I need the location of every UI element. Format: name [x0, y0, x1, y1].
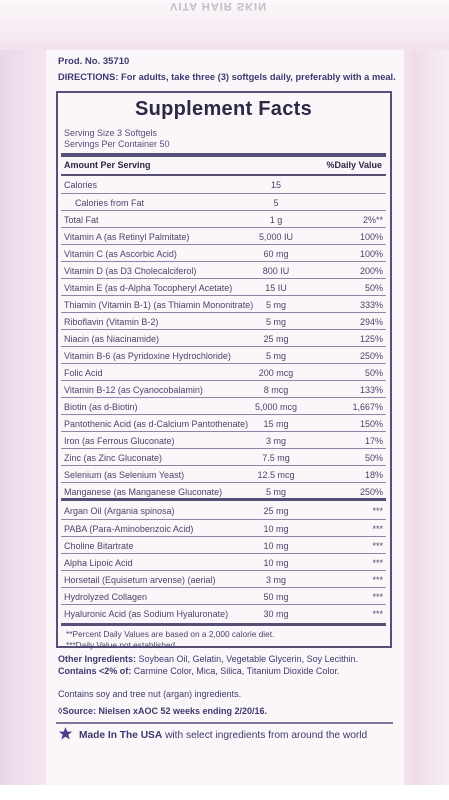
footnote-percent-dv: **Percent Daily Values are based on a 2,000 calorie diet. — [66, 629, 275, 639]
directions-label: DIRECTIONS: — [58, 72, 119, 82]
nutrient-row — [61, 193, 386, 211]
section-rule — [61, 498, 386, 501]
nutrient-daily-value: 250% — [359, 351, 383, 361]
nutrient-daily-value: 17% — [364, 436, 383, 446]
nutrient-name: Vitamin B-12 (as Cyanocobalamin) — [64, 385, 203, 395]
nutrient-daily-value: 1,667% — [352, 402, 383, 412]
nutrient-name: Vitamin B-6 (as Pyridoxine Hydrochloride) — [64, 351, 231, 361]
nutrient-daily-value: *** — [372, 524, 383, 534]
mirrored-brand-text: VITA HAIR SKIN — [170, 0, 268, 12]
nutrient-name: Vitamin D (as D3 Cholecalciferol) — [64, 266, 197, 276]
nutrient-amount: 50 mg — [263, 592, 289, 602]
nutrient-daily-value: *** — [372, 575, 383, 585]
nutrient-amount: 25 mg — [263, 334, 289, 344]
nutrient-amount: 800 IU — [262, 266, 290, 276]
nutrient-row — [61, 587, 386, 605]
nutrient-daily-value: *** — [372, 592, 383, 602]
thick-rule — [61, 153, 386, 157]
nutrient-daily-value: 200% — [359, 266, 383, 276]
divider — [56, 722, 393, 724]
nutrient-row — [61, 431, 386, 449]
nutrient-row — [61, 227, 386, 245]
nutrient-row — [61, 414, 386, 432]
nutrient-amount: 15 — [270, 180, 281, 190]
nutrient-row — [61, 244, 386, 262]
nutrient-amount: 60 mg — [263, 249, 289, 259]
nutrient-daily-value: 100% — [359, 232, 383, 242]
nutrient-row — [61, 295, 386, 313]
footnote-not-established: ***Daily Value not established. — [66, 640, 178, 650]
nutrient-amount: 5 mg — [265, 487, 286, 497]
nutrient-daily-value: 250% — [359, 487, 383, 497]
nutrient-name: Argan Oil (Argania spinosa) — [64, 506, 175, 516]
nutrient-name: PABA (Para-Aminobenzoic Acid) — [64, 524, 194, 534]
directions — [58, 72, 398, 82]
nutrient-row — [61, 329, 386, 347]
nutrient-name: Total Fat — [64, 215, 99, 225]
nutrient-amount: 10 mg — [263, 558, 289, 568]
nutrient-name: Folic Acid — [64, 368, 103, 378]
source-note: ◊Source: Nielsen xAOC 52 weeks ending 2/20/16. — [58, 706, 268, 716]
nutrient-name: Hydrolyzed Collagen — [64, 592, 148, 602]
nutrient-amount: 30 mg — [263, 609, 289, 619]
nutrient-name: Iron (as Ferrous Gluconate) — [64, 436, 175, 446]
nutrient-row — [61, 519, 386, 537]
nutrient-name: Vitamin C (as Ascorbic Acid) — [64, 249, 177, 259]
nutrient-daily-value: 125% — [359, 334, 383, 344]
nutrient-name: Alpha Lipoic Acid — [64, 558, 133, 568]
directions-text: For adults, take three (3) softgels daily, preferably with a meal. — [121, 72, 396, 82]
nutrient-name: Zinc (as Zinc Gluconate) — [64, 453, 163, 463]
nutrient-name: Pantothenic Acid (as d-Calcium Pantothenate) — [64, 419, 249, 429]
other-ingredients — [58, 653, 393, 677]
nutrient-amount: 1 g — [269, 215, 283, 225]
nutrient-daily-value: 100% — [359, 249, 383, 259]
nutrient-row — [61, 553, 386, 571]
product-number: Prod. No. 35710 — [58, 56, 130, 67]
nutrient-name: Selenium (as Selenium Yeast) — [64, 470, 185, 480]
nutrient-row — [61, 312, 386, 330]
nutrient-amount: 5 mg — [265, 351, 286, 361]
nutrient-row — [61, 261, 386, 279]
nutrient-name: Choline Bitartrate — [64, 541, 134, 551]
nutrient-daily-value: 133% — [359, 385, 383, 395]
nutrient-daily-value: 333% — [359, 300, 383, 310]
nutrient-row — [61, 502, 386, 519]
nutrient-daily-value: 50% — [364, 453, 383, 463]
nutrient-name: Manganese (as Manganese Gluconate) — [64, 487, 223, 497]
nutrient-row — [61, 210, 386, 228]
nutrient-daily-value: 2%** — [362, 215, 383, 225]
nutrient-daily-value: *** — [372, 541, 383, 551]
nutrient-row — [61, 380, 386, 398]
nutrient-amount: 7.5 mg — [262, 453, 290, 463]
nutrient-name: Calories — [64, 180, 98, 190]
box-top-flap — [0, 0, 449, 50]
nutrient-row — [61, 570, 386, 588]
other-ingredients-text: Soybean Oil, Gelatin, Vegetable Glycerin, Soy Lecithin. — [138, 654, 359, 664]
nutrient-name: Vitamin E (as d-Alpha Tocopheryl Acetate) — [64, 283, 233, 293]
nutrient-daily-value: *** — [372, 506, 383, 516]
other-ingredients-label: Other Ingredients: — [58, 654, 137, 664]
nutrient-name: Niacin (as Niacinamide) — [64, 334, 160, 344]
nutrient-daily-value: *** — [372, 558, 383, 568]
nutrient-name: Horsetail (Equisetum arvense) (aerial) — [64, 575, 216, 585]
nutrient-daily-value: 150% — [359, 419, 383, 429]
made-in-usa — [58, 726, 367, 742]
nutrient-name: Hyaluronic Acid (as Sodium Hyaluronate) — [64, 609, 229, 619]
nutrient-amount: 25 mg — [263, 506, 289, 516]
allergen-statement: Contains soy and tree nut (argan) ingredients. — [58, 689, 242, 699]
nutrient-amount: 8 mcg — [263, 385, 289, 395]
nutrient-amount: 3 mg — [265, 436, 286, 446]
table-header — [64, 160, 384, 172]
nutrient-row — [61, 465, 386, 483]
nutrient-daily-value: 18% — [364, 470, 383, 480]
nutrient-row — [61, 176, 386, 193]
nutrient-amount: 5,000 mcg — [254, 402, 298, 412]
nutrient-row — [61, 363, 386, 381]
nutrient-amount: 5 mg — [265, 300, 286, 310]
nutrient-daily-value: *** — [372, 609, 383, 619]
nutrient-row — [61, 448, 386, 466]
nutrient-row — [61, 278, 386, 296]
nutrient-row — [61, 397, 386, 415]
nutrient-row — [61, 536, 386, 554]
daily-value-header: %Daily Value — [326, 160, 382, 170]
nutrient-amount: 200 mcg — [258, 368, 294, 378]
nutrient-amount: 10 mg — [263, 524, 289, 534]
star-icon — [58, 726, 73, 741]
nutrient-amount: 15 IU — [265, 283, 287, 293]
made-in-usa-label: Made In The USA — [79, 730, 163, 741]
supplement-facts-panel — [56, 91, 392, 648]
contains-label: Contains <2% of: — [58, 666, 132, 676]
contains-text: Carmine Color, Mica, Silica, Titanium Dioxide Color. — [133, 666, 340, 676]
nutrient-daily-value: 294% — [359, 317, 383, 327]
nutrient-amount: 12.5 mcg — [257, 470, 295, 480]
nutrient-name: Riboflavin (Vitamin B-2) — [64, 317, 159, 327]
nutrient-name: Calories from Fat — [75, 198, 145, 208]
supplement-facts-title: Supplement Facts — [134, 98, 313, 120]
bottom-rule — [61, 623, 386, 626]
serving-size: Serving Size 3 Softgels — [64, 128, 158, 138]
nutrient-row — [61, 346, 386, 364]
nutrient-amount: 15 mg — [263, 419, 289, 429]
nutrient-row — [61, 604, 386, 622]
nutrient-name: Vitamin A (as Retinyl Palmitate) — [64, 232, 190, 242]
nutrient-name: Biotin (as d-Biotin) — [64, 402, 138, 412]
nutrient-amount: 10 mg — [263, 541, 289, 551]
servings-per-container: Servings Per Container 50 — [64, 139, 170, 149]
nutrient-amount: 5,000 IU — [258, 232, 294, 242]
nutrient-daily-value: 50% — [364, 368, 383, 378]
amount-per-serving-header: Amount Per Serving — [64, 160, 151, 170]
nutrient-daily-value: 50% — [364, 283, 383, 293]
nutrient-amount: 3 mg — [265, 575, 286, 585]
nutrient-amount: 5 mg — [265, 317, 286, 327]
nutrient-amount: 5 — [273, 198, 279, 208]
made-in-usa-text: with select ingredients from around the world — [165, 730, 368, 741]
nutrient-name: Thiamin (Vitamin B-1) (as Thiamin Mononitrate) — [64, 300, 254, 310]
